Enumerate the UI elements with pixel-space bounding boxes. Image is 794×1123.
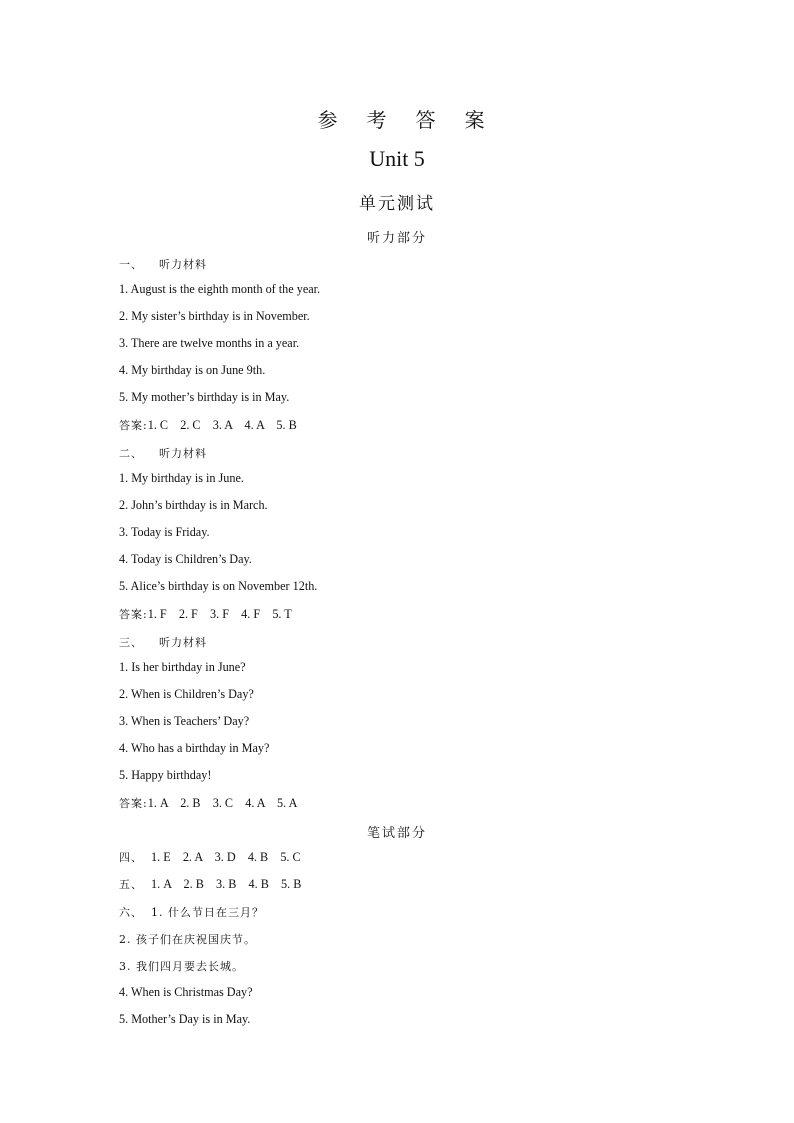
part6-first-text: 1. 什么节日在三月？: [151, 906, 264, 919]
part5-answer-values: 1. A 2. B 3. B 4. B 5. B: [151, 877, 302, 891]
part3-answer-label: 答案:: [119, 797, 148, 810]
part2-heading-text: 听力材料: [159, 447, 207, 460]
part4-label: 四、: [119, 851, 143, 864]
part5-answers: [119, 876, 301, 892]
part1-answers: [119, 417, 297, 433]
part2-line-4: 4. Today is Children’s Day.: [119, 552, 252, 566]
unit-subtitle: 单元测试: [359, 194, 435, 213]
part6-line-3: 3. 我们四月要去长城。: [119, 960, 244, 973]
part3-line-2: 2. When is Children’s Day?: [119, 687, 254, 701]
part3-answers: [119, 795, 297, 811]
part1-answer-label: 答案:: [119, 419, 148, 432]
part2-answers: [119, 606, 292, 622]
part2-line-5: 5. Alice’s birthday is on November 12th.: [119, 579, 318, 593]
part3-line-1: 1. Is her birthday in June?: [119, 660, 246, 674]
part1-line-1: 1. August is the eighth month of the year.: [119, 282, 321, 296]
part2-line-1: 1. My birthday is in June.: [119, 471, 244, 485]
part3-line-3: 3. When is Teachers’ Day?: [119, 714, 250, 728]
part3-line-5: 5. Happy birthday!: [119, 768, 212, 782]
part1-line-5: 5. My mother’s birthday is in May.: [119, 390, 290, 404]
part4-answer-values: 1. E 2. A 3. D 4. B 5. C: [151, 850, 301, 864]
part1-answer-values: 1. C 2. C 3. A 4. A 5. B: [147, 418, 297, 432]
part4-answers: [119, 849, 301, 865]
part6-label: 六、: [119, 906, 143, 919]
part3-line-4: 4. Who has a birthday in May?: [119, 741, 270, 755]
part1-heading: [119, 256, 207, 272]
part1-line-3: 3. There are twelve months in a year.: [119, 336, 300, 350]
unit-title: Unit 5: [369, 146, 425, 171]
part3-heading: [119, 634, 207, 650]
listening-section-heading: 听力部分: [366, 230, 427, 245]
part2-heading: [119, 445, 207, 461]
part2-label: 二、: [119, 447, 143, 460]
writing-section-heading: 笔试部分: [366, 825, 427, 840]
part5-label: 五、: [119, 878, 143, 891]
part3-answer-values: 1. A 2. B 3. C 4. A 5. A: [147, 796, 298, 810]
part6-line-2: 2. 孩子们在庆祝国庆节。: [119, 933, 256, 946]
part2-answer-values: 1. F 2. F 3. F 4. F 5. T: [147, 607, 292, 621]
part2-line-2: 2. John’s birthday is in March.: [119, 498, 268, 512]
part6-line-5: 5. Mother’s Day is in May.: [119, 1012, 251, 1026]
part1-label: 一、: [119, 258, 143, 271]
part3-heading-text: 听力材料: [159, 636, 207, 649]
part3-label: 三、: [119, 636, 143, 649]
part6-line-4: 4. When is Christmas Day?: [119, 985, 253, 999]
part1-line-2: 2. My sister’s birthday is in November.: [119, 309, 310, 323]
part1-line-4: 4. My birthday is on June 9th.: [119, 363, 266, 377]
part1-heading-text: 听力材料: [159, 258, 207, 271]
part2-answer-label: 答案:: [119, 608, 148, 621]
part2-line-3: 3. Today is Friday.: [119, 525, 210, 539]
page-title: 参 考 答 案: [317, 110, 497, 132]
part6-line-1: [119, 904, 264, 920]
